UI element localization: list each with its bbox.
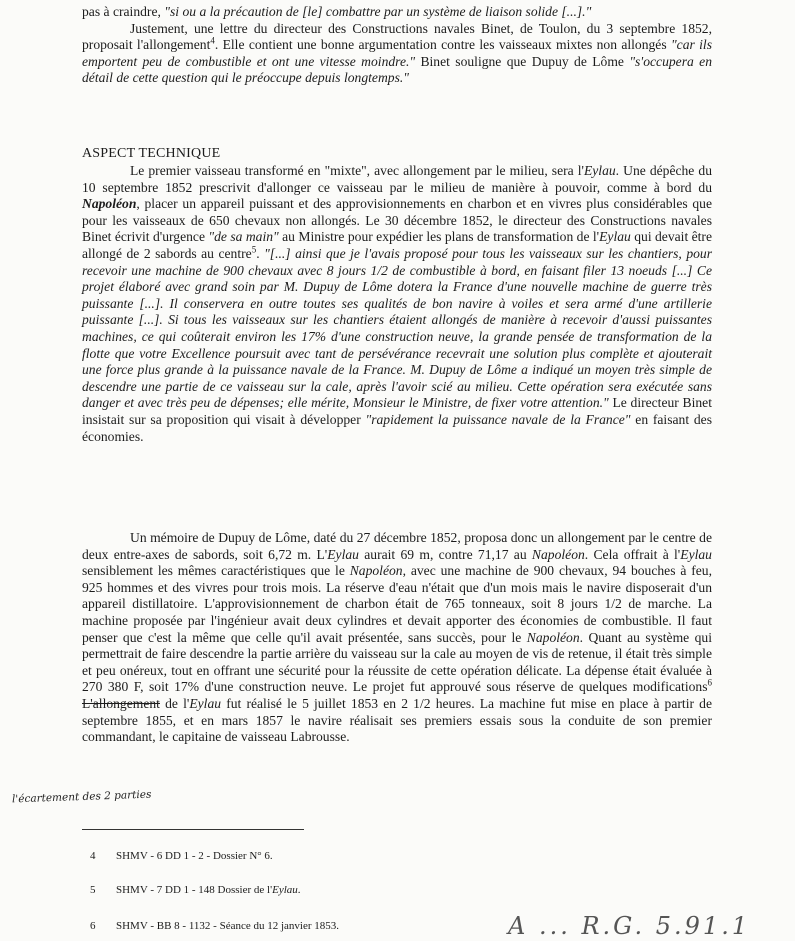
memo-paragraph: [82, 530, 712, 746]
memo-text-g: de l': [159, 695, 190, 711]
footnote-text-end: .: [297, 884, 301, 896]
text-block-memo: [82, 530, 712, 746]
memo-text-e: , avec une machine de 900 chevaux, 94 bouches à feu, 925 hommes et des vivres pour trois mois. La réserve d'eau n'était que d'un mois mais le navire disposerait d'un appareil distillatoire. L'approvisionnement de charbon était de 765 tonneaux, soit 8 jours 1/2 de marche. La machine proposée par l'ingénieur avait deux cylindres et devait apporter des économies de combustible. Il faut penser que c'est la même que celle qu'il avait présentée, sans succès, pour le: [82, 563, 712, 645]
p1-text-b: . Elle contient une bonne argumentation contre les vaisseaux mixtes non allongés: [214, 37, 671, 53]
text-block-technique: [82, 163, 712, 445]
memo-text-d: sensiblement les mêmes caractéristiques que le: [82, 563, 350, 579]
binet-quote: "[...] ainsi que je l'avais proposé pour tous les vaisseaux sur les chantiers, pour recevoir une machine de 900 chevaux avec 8 jours 1/2 de combustible à bord, en faisant filer 13 noeuds [...] Ce projet élaboré avec grand soin par M. Dupuy de Lôme dotera la France d'une nouvelle machine de guerre très puissante [...]. Il conservera en outre toutes ses qualités de bon navire à voiles et sera armé d'une artillerie puissante [...]. Si tous les vaisseaux sur les chantiers étaient allongés de manière à recevoir d'aussi puissantes machines, ce qui coûterait environ les 17% d'une construction neuve, la grande pensée de transformation de la flotte que votre Excellence poursuit avec tant de persévérance recevrait une solution plus complète et ajouterait une force plus grande à la puissance navale de la France. M. Dupuy de Lôme a indiqué un moyen très simple de descendre une partie de ce vaisseau sur la cale, après l'avoir scié au milieu. Cette opération sera exécutée sans danger et avec très peu de dépenses; elle mérite, Monsieur le Ministre, de fixer votre attention.": [82, 245, 713, 411]
p2-text-h: en faisant des économies.: [82, 411, 712, 444]
ship-name-eylau: Eylau: [599, 229, 631, 245]
ship-name-napoleon: Napoléon: [526, 629, 580, 645]
footnote-ref-6: 6: [707, 677, 712, 688]
footnote-ref-4: 4: [210, 35, 215, 46]
footnote-number: 4: [90, 850, 96, 862]
ship-name-napoleon: Napoléon: [349, 563, 403, 579]
footnote-5: [90, 884, 301, 896]
handwritten-margin-note: l'écartement des 2 parties: [11, 788, 152, 806]
p2-quote-2: "rapidement la puissance navale de la France": [365, 411, 631, 427]
intro-text: pas à craindre,: [82, 4, 165, 19]
footnote-ship-name: Eylau: [272, 884, 298, 896]
p2-text-d: au Ministre pour expédier les plans de transformation de l': [278, 229, 600, 245]
memo-text-h: fut réalisé le 5 juillet 1853 en 2 1/2 heures. La machine fut mise en place à partir de septembre 1855, et en mars 1857 le navire réalisait ses premiers essais sous la conduite de son premier commandant, le capitaine de vaisseau Labrousse.: [82, 695, 712, 745]
p2-text-c: , placer un appareil puissant et des approvisionnements en charbon et en vivres plus considérables que pour les vaisseaux de 650 chevaux non allongés. Le 30 décembre 1852, le directeur des Constructions navales Binet écrivit d'urgence: [82, 196, 712, 245]
memo-text-a: Un mémoire de Dupuy de Lôme, daté du 27 décembre 1852, proposa donc un allongement par le centre de deux entre-axes de sabords, soit 6,72 m. L': [82, 530, 712, 562]
p1-quote-2: "s'occupera en détail de cette question qui le préoccupe depuis longtemps.": [82, 53, 712, 86]
memo-text-f: . Quant au système qui permettrait de faire descendre la partie arrière du vaisseau sur la cale au moyen de vis de retenue, il était très simple et peu onéreux, tout en offrant une sécurité pour la réussite de cette opération délicate. La dépense était évaluée à 270 380 F, soit 17% d'une construction neuve. Le projet fut approuvé sous réserve de quelques modifications: [82, 629, 712, 695]
p2-quote-main: "de sa main": [208, 229, 279, 245]
binet-letter-paragraph: [82, 21, 712, 87]
ship-name-eylau: Eylau: [327, 546, 359, 562]
text-block-top: [82, 4, 712, 87]
struck-word: L'allongement: [82, 695, 160, 711]
footnote-divider: [82, 829, 304, 830]
footnote-text: SHMV - BB 8 - 1132 - Séance du 12 janvier 1853.: [116, 920, 340, 932]
eylau-paragraph: [82, 163, 712, 445]
p2-text-e: qui devait être allongé de 2 sabords au centre: [82, 229, 712, 261]
footnote-6: [90, 920, 339, 932]
section-heading: ASPECT TECHNIQUE: [82, 146, 221, 161]
intro-paragraph: [82, 4, 712, 21]
memo-text-c: . Cela offrait à l': [584, 546, 681, 562]
p2-text-f: .: [256, 245, 265, 261]
ship-name-napoleon: Napoléon: [531, 546, 585, 562]
p1-text-c: Binet souligne que Dupuy de Lôme: [415, 53, 630, 69]
p2-text-a: Le premier vaisseau transformé en "mixte", avec allongement par le milieu, sera l': [130, 163, 584, 178]
footnote-ref-5: 5: [251, 244, 257, 255]
handwritten-scribble: A ... R.G. 5.91.1: [508, 912, 751, 940]
p1-quote: "car ils emportent peu de combustible et ont une vitesse moindre.": [82, 37, 712, 69]
memo-text-b: aurait 69 m, contre 71,17 au: [358, 546, 532, 562]
footnote-number: 6: [90, 920, 96, 932]
ship-name-eylau: Eylau: [583, 163, 616, 178]
p2-text-b: . Une dépêche du 10 septembre 1852 prescrivit d'allonger ce vaisseau par le milieu de manière à pouvoir, comme à bord du: [82, 163, 712, 195]
ship-name-napoleon: Napoléon: [82, 196, 137, 212]
ship-name-eylau: Eylau: [189, 695, 222, 711]
intro-quote: "si ou a la précaution de [le] combattre par un système de liaison solide [...].": [164, 4, 592, 19]
footnote-text: SHMV - 7 DD 1 - 148 Dossier de l': [116, 884, 273, 896]
footnote-text: SHMV - 6 DD 1 - 2 - Dossier N° 6.: [116, 850, 273, 862]
p2-text-g: Le directeur Binet insistait sur sa proposition qui visait à développer: [82, 395, 712, 427]
footnote-number: 5: [90, 884, 96, 896]
footnote-4: [90, 850, 273, 862]
p1-text-a: Justement, une lettre du directeur des Constructions navales Binet, de Toulon, du 3 septembre 1852, proposait l'allongement: [82, 20, 712, 53]
ship-name-eylau: Eylau: [680, 546, 712, 562]
